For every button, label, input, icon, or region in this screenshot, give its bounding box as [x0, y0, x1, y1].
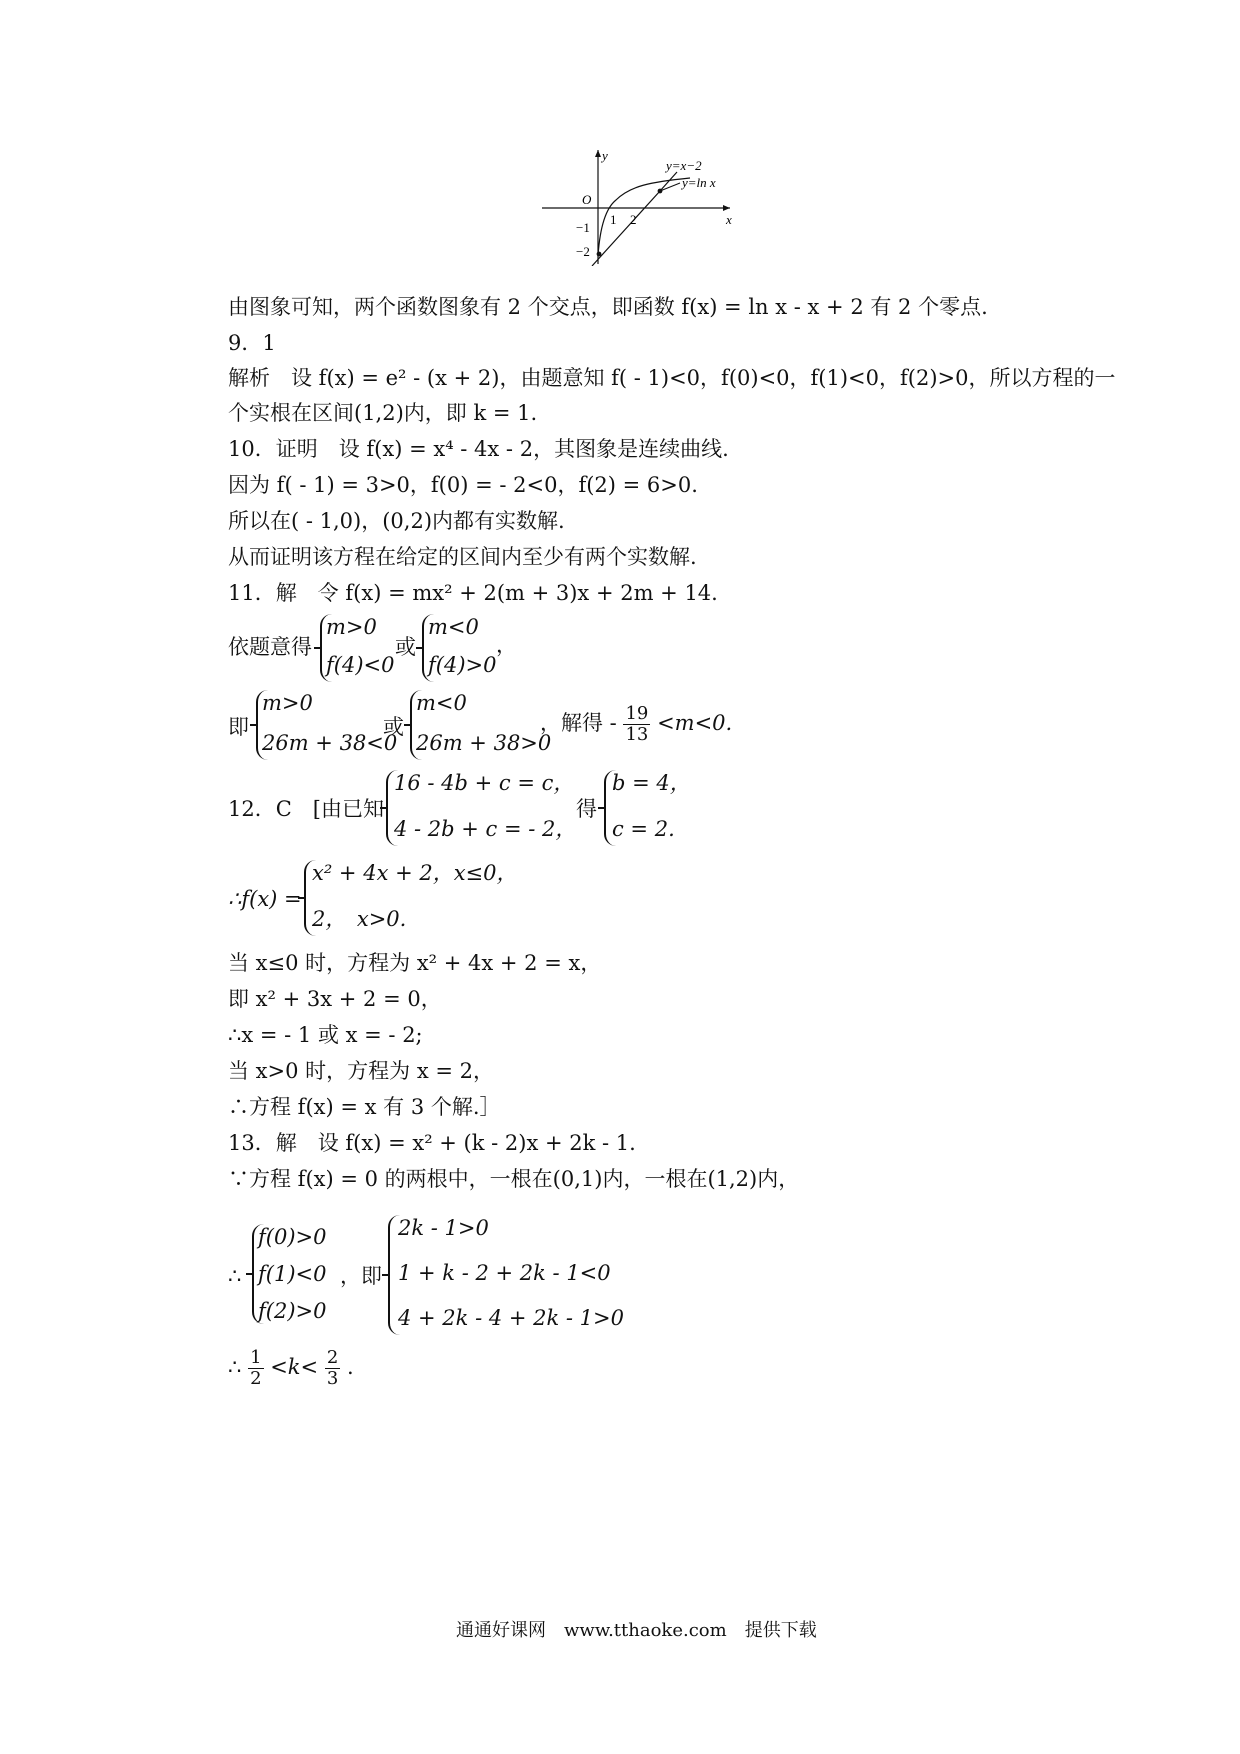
p12-sys2-row1: b = 4， [612, 771, 691, 795]
x-axis-label: x [726, 212, 732, 227]
p11-sys2-row2: f(4)>0 [428, 653, 497, 677]
p11-or-2: 或 [383, 715, 404, 739]
p9-answer: 9．1 [228, 331, 276, 355]
p13-mid: <k< [270, 1355, 319, 1379]
p11-system-3 [256, 690, 398, 760]
p11-sys3-row2: 26m + 38<0 [262, 731, 398, 755]
p10-line4: 从而证明该方程在给定的区间内至少有两个实数解. [228, 545, 697, 569]
curve2-label: y=ln x [682, 175, 716, 190]
origin-label: O [582, 192, 592, 207]
p11-sys2-row1: m<0 [428, 615, 479, 639]
p12-system-2 [604, 770, 694, 846]
p11-solve-tail: <m<0. [657, 711, 733, 735]
p13-frac1-num: 1 [250, 1347, 262, 1368]
p12-sys1-row2: 4 - 2b + c = - 2， [394, 817, 577, 841]
p12-sys2-row2: c = 2. [612, 817, 675, 841]
p13-result [228, 1348, 354, 1389]
p13-frac2-num: 2 [326, 1347, 339, 1368]
p10-line3: 所以在( - 1,0)，(0,2)内都有实数解. [228, 509, 565, 533]
p12-piece-row1: x² + 4x + 2，x≤0， [312, 861, 518, 885]
tick-x-1: 1 [610, 212, 617, 227]
p13-sys1-row1: f(0)>0 [258, 1225, 327, 1249]
p11-solve [540, 704, 732, 745]
p11-sys1-row2: f(4)<0 [326, 653, 395, 677]
tick-x-2: 2 [630, 212, 637, 227]
p11-sys4-row2: 26m + 38>0 [416, 731, 552, 755]
p11-fraction [623, 704, 650, 745]
p13-system-1 [252, 1224, 342, 1324]
p13-sys2-row3: 4 + 2k - 4 + 2k - 1>0 [398, 1306, 624, 1330]
p12-piece-row2: 2， x>0. [312, 907, 407, 931]
p13-frac2-den: 3 [326, 1368, 339, 1389]
function-graph [540, 146, 740, 266]
p11-lead2: 即 [228, 715, 249, 739]
p12-system-1 [386, 770, 576, 846]
p10-line1: 10．证明 设 f(x) = x⁴ - 4x - 2，其图象是连续曲线. [228, 437, 729, 461]
p13-sys2-row1: 2k - 1>0 [398, 1216, 489, 1240]
p12-line5: ∴方程 f(x) = x 有 3 个解.］ [228, 1095, 501, 1119]
p13-ji: ，即 [340, 1264, 382, 1288]
tick-y-2: −2 [576, 244, 590, 259]
tick-y-1: −1 [576, 220, 590, 235]
curve1-label: y=x−2 [666, 158, 702, 173]
p11-or-1: 或 [395, 635, 416, 659]
p12-sys1-row1: 16 - 4b + c = c， [394, 771, 575, 795]
p11-comma: ， [496, 633, 517, 657]
p9-line1: 解析 设 f(x) = e² - (x + 2)，由题意知 f( - 1)<0，f(0)<0，f(1)<0，f(2)>0，所以方程的一 [228, 366, 1116, 390]
p12-line3: ∴x = - 1 或 x = - 2; [228, 1023, 423, 1047]
p13-fraction-2 [325, 1348, 340, 1389]
p11-line1: 11．解 令 f(x) = mx² + 2(m + 3)x + 2m + 14. [228, 581, 718, 605]
p11-frac-den: 13 [625, 724, 649, 745]
p11-sys3-row1: m>0 [262, 691, 313, 715]
p12-line1: 当 x≤0 时，方程为 x² + 4x + 2 = x， [228, 951, 602, 975]
p12-line4: 当 x>0 时，方程为 x = 2， [228, 1059, 494, 1083]
p13-system-2 [388, 1215, 624, 1335]
p12-head: 12．C [由已知 [228, 797, 384, 821]
p11-system-1 [320, 614, 400, 682]
p13-sys1-row2: f(1)<0 [258, 1262, 327, 1286]
intersection-point-1 [597, 252, 602, 257]
p13-sys1-row3: f(2)>0 [258, 1299, 327, 1323]
p11-system-2 [422, 614, 502, 682]
p13-end: . [346, 1355, 354, 1379]
p11-lead: 依题意得 [228, 635, 312, 659]
p13-frac1-den: 2 [250, 1368, 262, 1389]
p11-frac-num: 19 [625, 703, 649, 724]
p9-line2: 个实根在区间(1,2)内，即 k = 1. [228, 401, 538, 425]
p11-system-4 [410, 690, 552, 760]
p12-get: 得 [576, 797, 597, 821]
footer-credit: 通通好课网 www.tthaoke.com 提供下载 [456, 1620, 817, 1641]
p11-solve-text: ，解得 - [540, 711, 617, 735]
p13-line2: ∵方程 f(x) = 0 的两根中，一根在(0,1)内，一根在(1,2)内， [228, 1167, 800, 1191]
y-axis-label: y [602, 148, 608, 163]
p13-fraction-1 [248, 1348, 263, 1389]
p8-conclusion: 由图象可知，两个函数图象有 2 个交点，即函数 f(x) = ln x - x + 2 有 2 个零点. [228, 295, 988, 319]
y-axis-arrow [595, 150, 601, 157]
p13-line1: 13．解 设 f(x) = x² + (k - 2)x + 2k - 1. [228, 1131, 636, 1155]
p10-line2: 因为 f( - 1) = 3>0，f(0) = - 2<0，f(2) = 6>0. [228, 473, 698, 497]
p13-sys2-row2: 1 + k - 2 + 2k - 1<0 [398, 1261, 611, 1285]
p11-sys1-row1: m>0 [326, 615, 377, 639]
p12-fx: ∴f(x) = [228, 887, 302, 911]
p11-sys4-row1: m<0 [416, 691, 467, 715]
intersection-point-2 [658, 189, 663, 194]
p12-line2: 即 x² + 3x + 2 = 0， [228, 987, 442, 1011]
x-axis-arrow [723, 205, 730, 211]
p12-piecewise [304, 860, 518, 936]
p13-therefore: ∴ [228, 1264, 242, 1288]
p13-result-lead: ∴ [228, 1355, 242, 1379]
